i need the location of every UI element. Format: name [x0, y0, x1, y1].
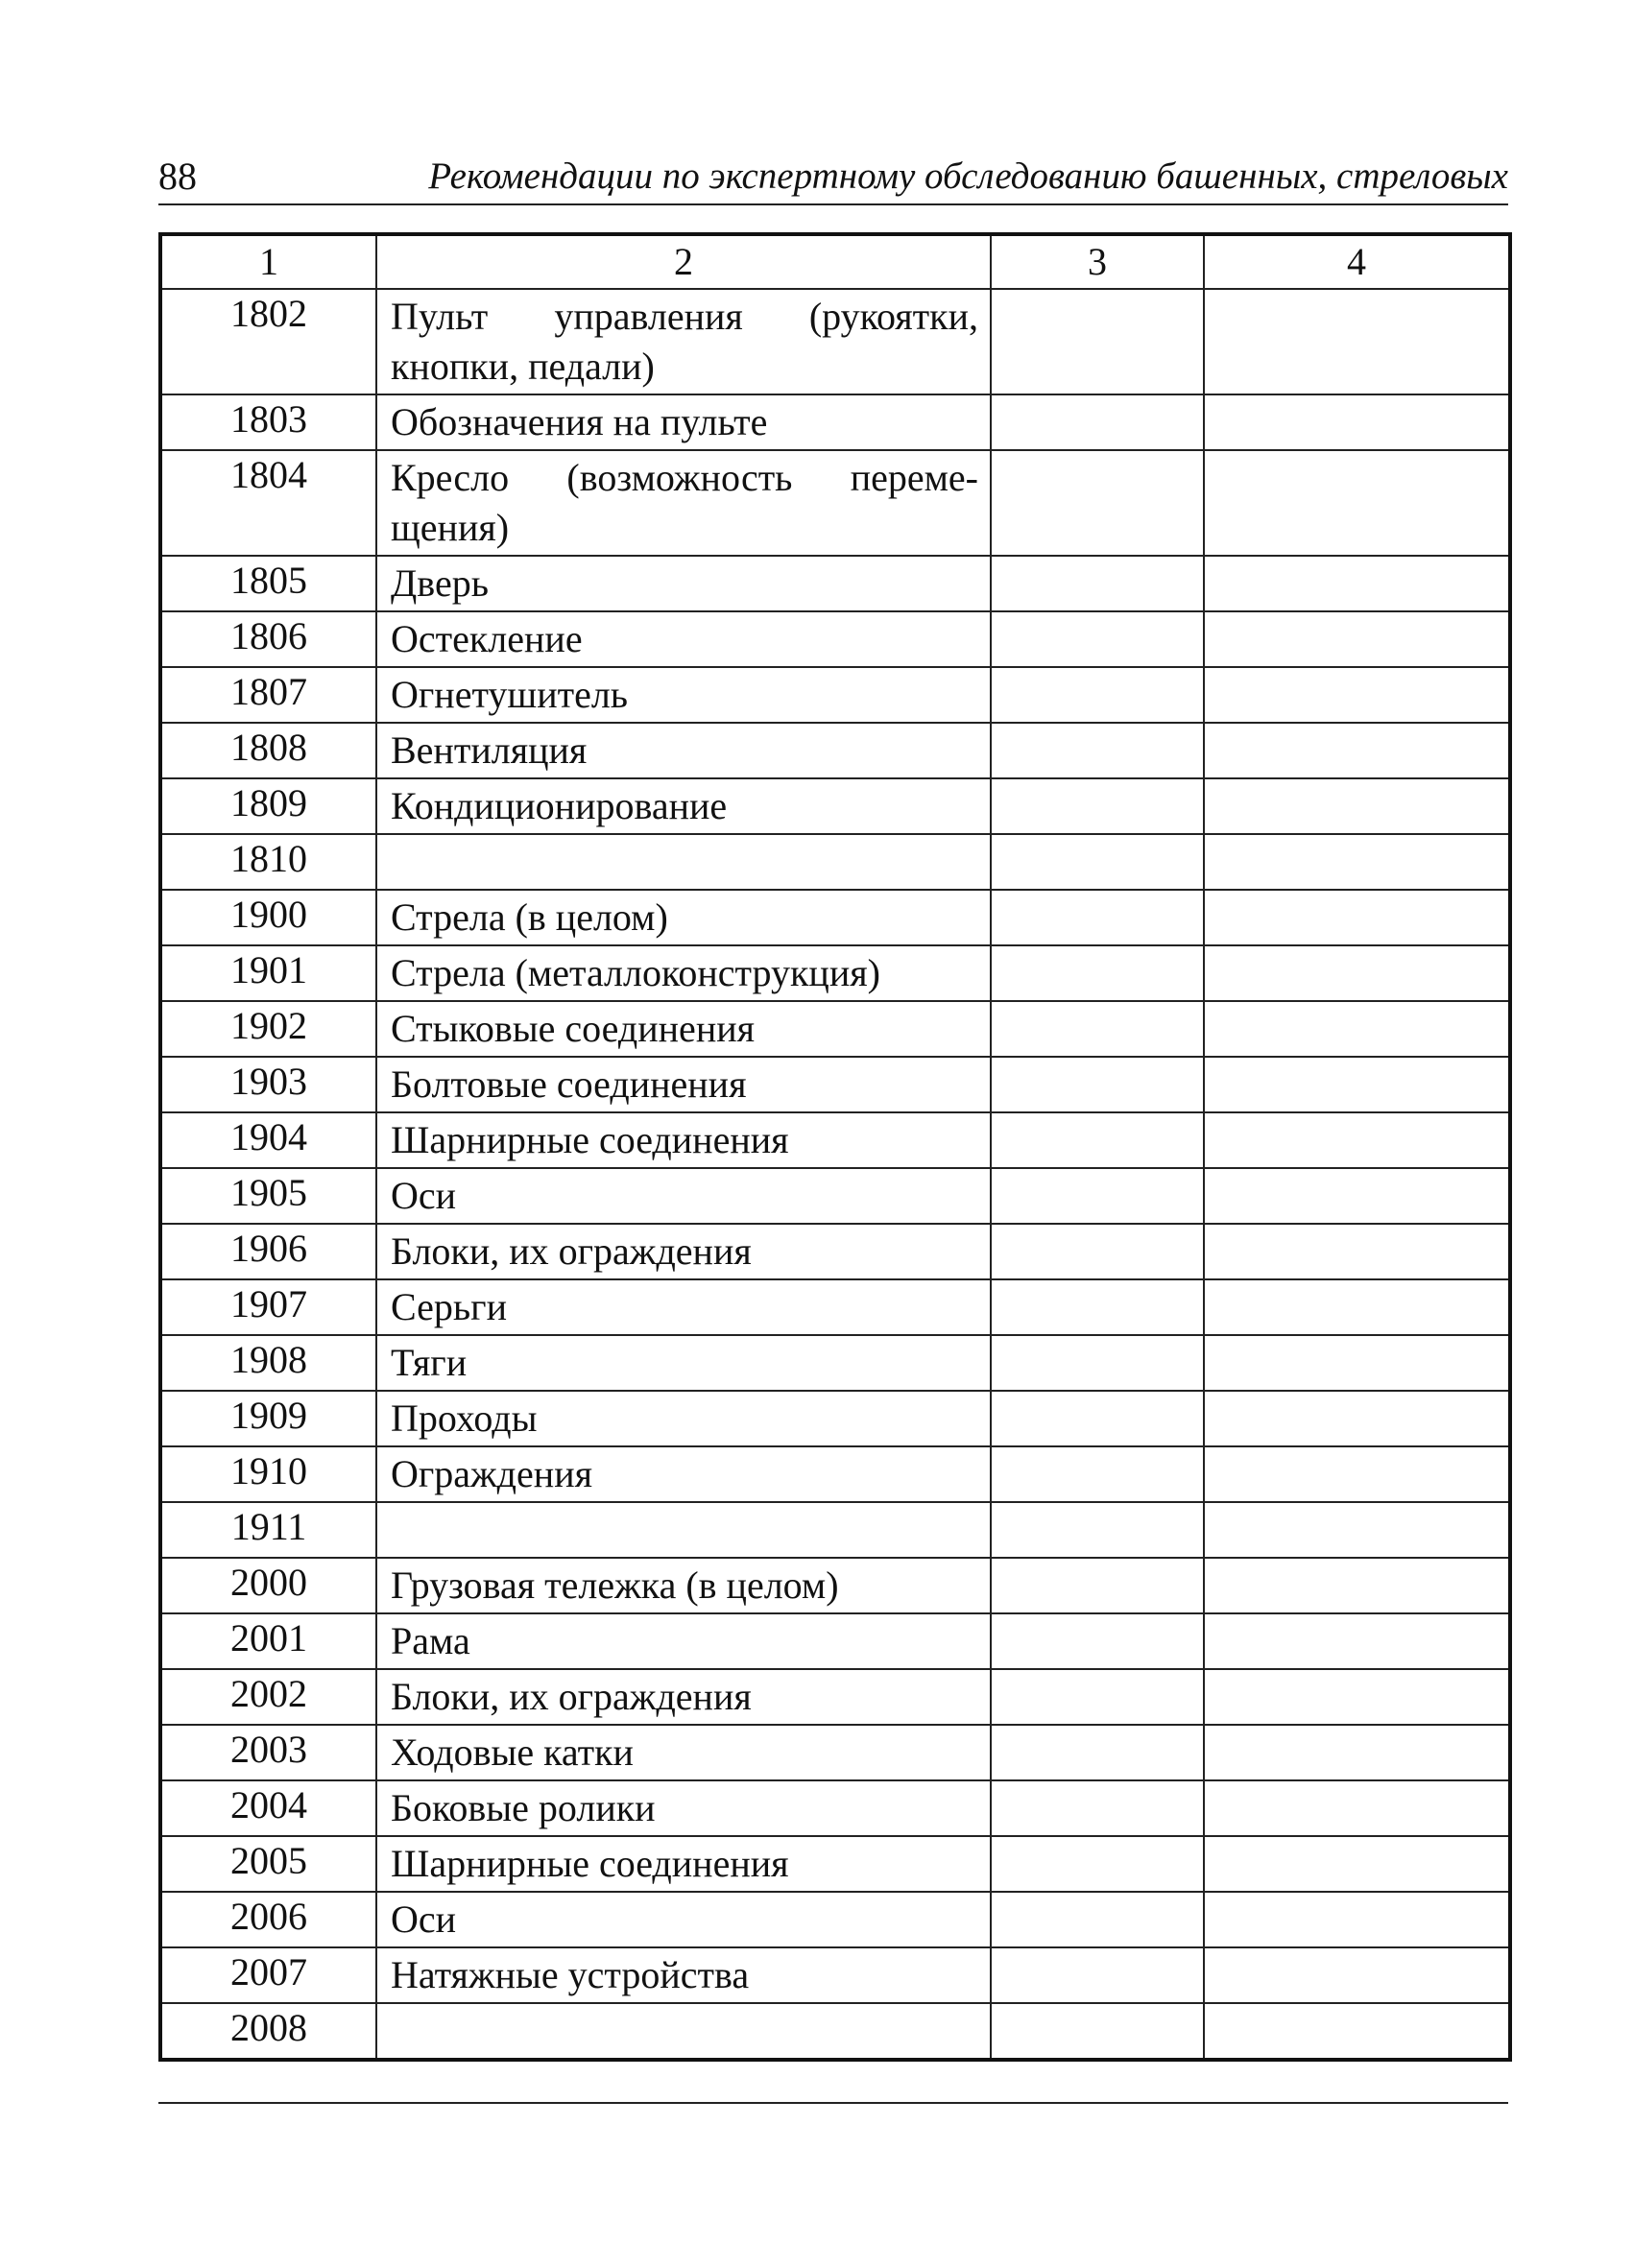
- row-col4: [1204, 1224, 1510, 1279]
- row-col4: [1204, 1947, 1510, 2003]
- row-name: Остекление: [376, 611, 991, 667]
- page-number: 88: [158, 155, 197, 198]
- row-col3: [991, 1391, 1204, 1446]
- row-col4: [1204, 1112, 1510, 1168]
- row-code: 1803: [160, 394, 376, 450]
- row-code: 2008: [160, 2003, 376, 2060]
- row-code: 1911: [160, 1502, 376, 1558]
- row-code: 2006: [160, 1892, 376, 1947]
- row-name: Боковые ролики: [376, 1780, 991, 1836]
- table-row: [160, 1669, 1510, 1725]
- row-col3: [991, 1502, 1204, 1558]
- row-col4: [1204, 778, 1510, 834]
- row-code: 1900: [160, 890, 376, 945]
- row-name: [376, 1502, 991, 1558]
- row-name: Блоки, их ограждения: [376, 1669, 991, 1725]
- row-name: Оси: [376, 1892, 991, 1947]
- row-col4: [1204, 450, 1510, 556]
- row-code: 1806: [160, 611, 376, 667]
- row-name: Шарнирные соединения: [376, 1836, 991, 1892]
- table-row: [160, 1502, 1510, 1558]
- table-row: [160, 1224, 1510, 1279]
- table-row: [160, 1780, 1510, 1836]
- row-name: Тяги: [376, 1335, 991, 1391]
- table-row: [160, 1279, 1510, 1335]
- row-col3: [991, 723, 1204, 778]
- row-code: 2002: [160, 1669, 376, 1725]
- row-col3: [991, 450, 1204, 556]
- table-row: [160, 667, 1510, 723]
- row-col4: [1204, 1892, 1510, 1947]
- table-row: [160, 890, 1510, 945]
- row-col4: [1204, 1780, 1510, 1836]
- row-col4: [1204, 1391, 1510, 1446]
- row-col3: [991, 289, 1204, 394]
- table-row: [160, 394, 1510, 450]
- row-col4: [1204, 1279, 1510, 1335]
- inspection-table: [158, 232, 1512, 2062]
- table-row: [160, 1335, 1510, 1391]
- bottom-divider: [158, 2102, 1508, 2104]
- column-header: 1: [160, 234, 376, 289]
- table-row: [160, 1112, 1510, 1168]
- row-code: 1909: [160, 1391, 376, 1446]
- table-row: [160, 1446, 1510, 1502]
- row-col3: [991, 834, 1204, 890]
- row-code: 1904: [160, 1112, 376, 1168]
- row-col3: [991, 1279, 1204, 1335]
- row-col3: [991, 1001, 1204, 1057]
- row-col4: [1204, 667, 1510, 723]
- row-col3: [991, 1335, 1204, 1391]
- row-col4: [1204, 1335, 1510, 1391]
- row-code: 2000: [160, 1558, 376, 1613]
- row-code: 1903: [160, 1057, 376, 1112]
- table-row: [160, 2003, 1510, 2060]
- row-name: Болтовые соединения: [376, 1057, 991, 1112]
- table-row: [160, 1613, 1510, 1669]
- row-col4: [1204, 556, 1510, 611]
- row-name: Кресло (возможность переме-щения): [376, 450, 991, 556]
- row-code: 1901: [160, 945, 376, 1001]
- row-col4: [1204, 890, 1510, 945]
- row-col3: [991, 1836, 1204, 1892]
- row-code: 2007: [160, 1947, 376, 2003]
- row-code: 2005: [160, 1836, 376, 1892]
- table-row: [160, 450, 1510, 556]
- row-col4: [1204, 1057, 1510, 1112]
- row-col3: [991, 1112, 1204, 1168]
- row-name: Кондиционирование: [376, 778, 991, 834]
- row-col4: [1204, 289, 1510, 394]
- table-row: [160, 289, 1510, 394]
- table-row: [160, 1057, 1510, 1112]
- row-col4: [1204, 1725, 1510, 1780]
- table-row: [160, 1892, 1510, 1947]
- row-code: 1802: [160, 289, 376, 394]
- column-header: 2: [376, 234, 991, 289]
- column-header: 3: [991, 234, 1204, 289]
- row-col3: [991, 1446, 1204, 1502]
- row-col3: [991, 1168, 1204, 1224]
- row-name: [376, 834, 991, 890]
- row-name: Шарнирные соединения: [376, 1112, 991, 1168]
- row-col4: [1204, 2003, 1510, 2060]
- row-name: Блоки, их ограждения: [376, 1224, 991, 1279]
- row-col3: [991, 1057, 1204, 1112]
- row-name: Стрела (металлоконструкция): [376, 945, 991, 1001]
- row-name: Оси: [376, 1168, 991, 1224]
- row-col4: [1204, 1669, 1510, 1725]
- row-col3: [991, 1669, 1204, 1725]
- row-col3: [991, 890, 1204, 945]
- row-col4: [1204, 1001, 1510, 1057]
- row-code: 2004: [160, 1780, 376, 1836]
- row-name: Огнетушитель: [376, 667, 991, 723]
- row-col3: [991, 667, 1204, 723]
- table-body: [160, 289, 1510, 2060]
- row-col3: [991, 1947, 1204, 2003]
- row-name: Серьги: [376, 1279, 991, 1335]
- row-code: 1804: [160, 450, 376, 556]
- row-code: 1809: [160, 778, 376, 834]
- row-name: Стыковые соединения: [376, 1001, 991, 1057]
- row-col3: [991, 394, 1204, 450]
- row-col4: [1204, 1502, 1510, 1558]
- row-name: Обозначения на пульте: [376, 394, 991, 450]
- row-code: 1910: [160, 1446, 376, 1502]
- row-name: Пульт управления (рукоятки, кнопки, педали): [376, 289, 991, 394]
- row-col3: [991, 1558, 1204, 1613]
- row-col3: [991, 556, 1204, 611]
- row-name: Проходы: [376, 1391, 991, 1446]
- table-row: [160, 723, 1510, 778]
- row-col3: [991, 1892, 1204, 1947]
- row-code: 1907: [160, 1279, 376, 1335]
- row-name: Ходовые катки: [376, 1725, 991, 1780]
- row-col4: [1204, 1446, 1510, 1502]
- row-name: Натяжные устройства: [376, 1947, 991, 2003]
- table-row: [160, 611, 1510, 667]
- table-row: [160, 1725, 1510, 1780]
- row-col4: [1204, 1613, 1510, 1669]
- row-col4: [1204, 945, 1510, 1001]
- table-row: [160, 945, 1510, 1001]
- row-code: 1905: [160, 1168, 376, 1224]
- row-code: 1906: [160, 1224, 376, 1279]
- table-row: [160, 1391, 1510, 1446]
- row-code: 1805: [160, 556, 376, 611]
- table-row: [160, 778, 1510, 834]
- row-col3: [991, 1780, 1204, 1836]
- running-title: Рекомендации по экспертному обследованию башенных, стреловых: [428, 155, 1508, 197]
- row-code: 1807: [160, 667, 376, 723]
- row-name: Рама: [376, 1613, 991, 1669]
- row-col4: [1204, 1168, 1510, 1224]
- row-col4: [1204, 1558, 1510, 1613]
- row-code: 2003: [160, 1725, 376, 1780]
- column-header: 4: [1204, 234, 1510, 289]
- row-name: Стрела (в целом): [376, 890, 991, 945]
- row-col4: [1204, 394, 1510, 450]
- table-row: [160, 1558, 1510, 1613]
- row-code: 2001: [160, 1613, 376, 1669]
- row-col4: [1204, 611, 1510, 667]
- row-col4: [1204, 723, 1510, 778]
- row-name: Ограждения: [376, 1446, 991, 1502]
- table-row: [160, 556, 1510, 611]
- row-col4: [1204, 1836, 1510, 1892]
- row-name: [376, 2003, 991, 2060]
- page-header: [158, 150, 1508, 205]
- row-col3: [991, 945, 1204, 1001]
- table-row: [160, 1168, 1510, 1224]
- table-row: [160, 1947, 1510, 2003]
- row-code: 1902: [160, 1001, 376, 1057]
- row-code: 1808: [160, 723, 376, 778]
- row-col4: [1204, 834, 1510, 890]
- table-row: [160, 834, 1510, 890]
- row-col3: [991, 1613, 1204, 1669]
- row-col3: [991, 1725, 1204, 1780]
- table-header-row: [160, 234, 1510, 289]
- row-col3: [991, 2003, 1204, 2060]
- row-col3: [991, 778, 1204, 834]
- table-row: [160, 1001, 1510, 1057]
- row-name: Дверь: [376, 556, 991, 611]
- row-col3: [991, 1224, 1204, 1279]
- row-code: 1908: [160, 1335, 376, 1391]
- table-row: [160, 1836, 1510, 1892]
- row-name: Грузовая тележка (в целом): [376, 1558, 991, 1613]
- row-name: Вентиляция: [376, 723, 991, 778]
- row-col3: [991, 611, 1204, 667]
- row-code: 1810: [160, 834, 376, 890]
